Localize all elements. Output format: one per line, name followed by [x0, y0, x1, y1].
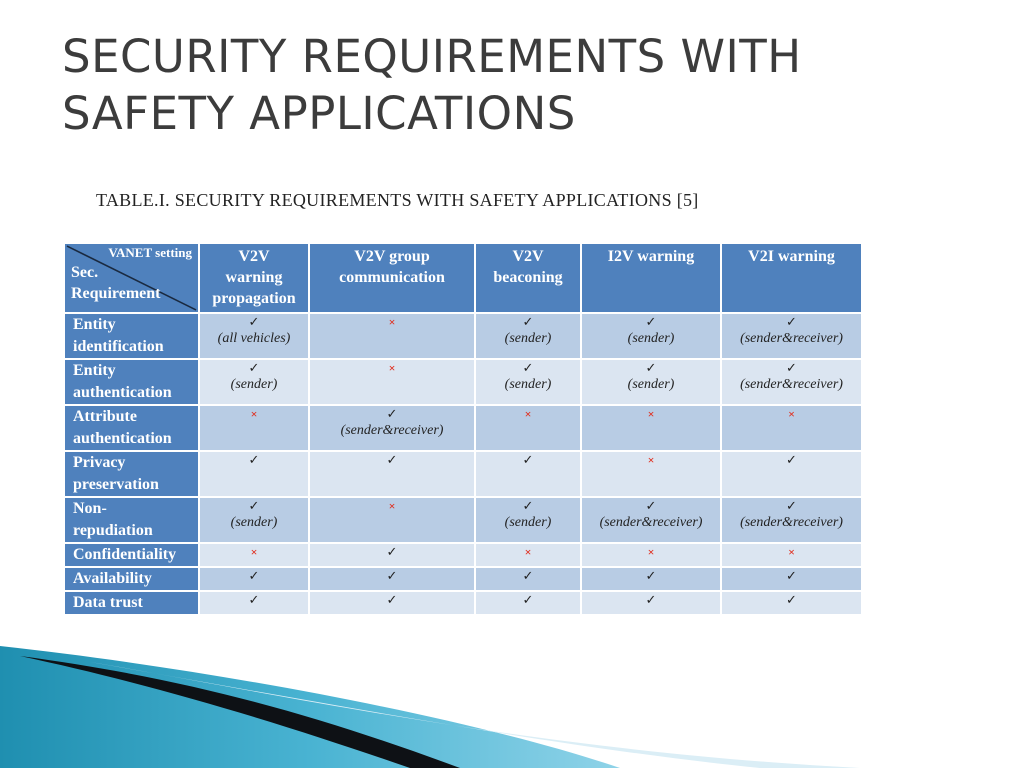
row-label [64, 359, 199, 405]
table-body [64, 313, 862, 615]
decorative-swoosh [0, 640, 1024, 768]
check-mark-icon: ✓ [248, 498, 260, 513]
cell-note: (sender&receiver) [340, 423, 444, 438]
check-mark-icon: ✓ [522, 498, 534, 513]
check-mark-icon: ✓ [386, 452, 398, 467]
check-mark-icon: ✓ [248, 360, 260, 375]
corner-row-axis-label-line-2: Requirement [71, 285, 161, 302]
check-mark-icon: ✓ [645, 498, 657, 513]
table-row [64, 543, 862, 567]
row-label [64, 567, 199, 591]
cell-note: (sender&receiver) [599, 515, 703, 530]
requirement-cell [721, 567, 862, 591]
check-mark-icon: ✓ [248, 568, 260, 583]
cross-mark-icon: × [388, 499, 396, 513]
requirement-cell [309, 359, 475, 405]
slide-title-line-1: SECURITY REQUIREMENTS WITH [62, 30, 802, 83]
table-row [64, 567, 862, 591]
cross-mark-icon: × [388, 361, 396, 375]
requirement-cell [721, 359, 862, 405]
corner-header-cell [64, 243, 199, 313]
check-mark-icon: ✓ [522, 314, 534, 329]
security-requirements-table [63, 242, 863, 616]
row-label-text: Entity [73, 316, 116, 333]
check-mark-icon: ✓ [645, 314, 657, 329]
requirement-cell [581, 359, 721, 405]
row-label-text: repudiation [73, 522, 153, 539]
check-mark-icon: ✓ [386, 568, 398, 583]
check-mark-icon: ✓ [786, 314, 797, 329]
row-label-text: authentication [73, 430, 172, 447]
row-label [64, 497, 199, 543]
requirement-cell [199, 543, 309, 567]
column-header-text: V2V [238, 248, 270, 265]
table-header-row [64, 243, 862, 313]
row-label-text: Privacy [73, 454, 126, 471]
row-label-text: Availability [73, 570, 152, 587]
cell-note: (sender) [627, 331, 675, 346]
check-mark-icon: ✓ [522, 452, 534, 467]
cross-mark-icon: × [788, 545, 795, 559]
column-header-5 [721, 243, 862, 313]
table-row [64, 405, 862, 451]
requirement-cell [721, 405, 862, 451]
column-header-text: V2I warning [748, 248, 835, 265]
table-row [64, 451, 862, 497]
requirement-cell [199, 451, 309, 497]
column-header-text: I2V warning [607, 248, 695, 265]
requirement-cell [721, 591, 862, 615]
slide-title-line-2: SAFETY APPLICATIONS [62, 87, 576, 140]
table-row [64, 359, 862, 405]
requirement-cell [475, 405, 581, 451]
cell-note: (sender) [230, 515, 278, 530]
check-mark-icon: ✓ [786, 592, 797, 607]
cell-note: (sender) [504, 331, 552, 346]
check-mark-icon: ✓ [248, 452, 260, 467]
row-label-text: authentication [73, 384, 172, 401]
row-label-text: Entity [73, 362, 116, 379]
requirement-cell [309, 567, 475, 591]
column-header-2 [309, 243, 475, 313]
row-label-text: Confidentiality [73, 546, 177, 563]
cross-mark-icon: × [647, 545, 655, 559]
table-row [64, 313, 862, 359]
requirement-cell [475, 451, 581, 497]
check-mark-icon: ✓ [645, 360, 657, 375]
requirement-cell [309, 543, 475, 567]
check-mark-icon: ✓ [522, 568, 534, 583]
cell-note: (sender) [627, 377, 675, 392]
column-header-4 [581, 243, 721, 313]
cross-mark-icon: × [524, 545, 532, 559]
corner-column-axis-label: VANET setting [108, 245, 192, 260]
column-header-text: communication [339, 269, 445, 286]
requirement-cell [199, 497, 309, 543]
cross-mark-icon: × [647, 407, 655, 421]
check-mark-icon: ✓ [522, 592, 534, 607]
row-label-text: Data trust [73, 594, 143, 611]
check-mark-icon: ✓ [248, 592, 260, 607]
row-label [64, 451, 199, 497]
requirement-cell [581, 591, 721, 615]
row-label-text: identification [73, 338, 164, 355]
column-header-1 [199, 243, 309, 313]
column-header-text: warning [225, 269, 283, 286]
cell-note: (all vehicles) [217, 331, 291, 346]
check-mark-icon: ✓ [786, 452, 797, 467]
column-header-text: propagation [212, 290, 296, 307]
check-mark-icon: ✓ [386, 592, 398, 607]
requirement-cell [199, 313, 309, 359]
row-label-text: preservation [73, 476, 159, 493]
requirement-cell [581, 313, 721, 359]
cell-note: (sender&receiver) [740, 515, 843, 530]
requirement-cell [309, 591, 475, 615]
requirement-cell [309, 451, 475, 497]
cell-note: (sender) [230, 377, 278, 392]
requirement-cell [581, 543, 721, 567]
requirement-cell [475, 543, 581, 567]
check-mark-icon: ✓ [786, 498, 797, 513]
requirement-cell [199, 405, 309, 451]
column-header-text: V2V [512, 248, 544, 265]
check-mark-icon: ✓ [386, 544, 398, 559]
cell-note: (sender) [504, 377, 552, 392]
row-label [64, 543, 199, 567]
requirement-cell [721, 497, 862, 543]
table-row [64, 591, 862, 615]
row-label-text: Non- [73, 500, 107, 517]
check-mark-icon: ✓ [786, 568, 797, 583]
cell-note: (sender) [504, 515, 552, 530]
requirement-cell [199, 359, 309, 405]
cross-mark-icon: × [388, 315, 396, 329]
requirement-cell [309, 405, 475, 451]
requirement-cell [721, 451, 862, 497]
check-mark-icon: ✓ [645, 592, 657, 607]
requirement-cell [721, 543, 862, 567]
cell-note: (sender&receiver) [740, 377, 843, 392]
requirement-cell [475, 313, 581, 359]
check-mark-icon: ✓ [645, 568, 657, 583]
cross-mark-icon: × [250, 545, 258, 559]
requirement-cell [199, 591, 309, 615]
table-row [64, 497, 862, 543]
requirement-cell [309, 497, 475, 543]
requirement-cell [475, 591, 581, 615]
check-mark-icon: ✓ [522, 360, 534, 375]
requirement-cell [581, 405, 721, 451]
requirement-cell [475, 359, 581, 405]
column-header-3 [475, 243, 581, 313]
requirement-cell [309, 313, 475, 359]
cross-mark-icon: × [250, 407, 258, 421]
cell-note: (sender&receiver) [740, 331, 843, 346]
requirement-cell [581, 497, 721, 543]
column-header-text: beaconing [493, 269, 563, 286]
column-header-text: V2V group [354, 248, 430, 265]
corner-row-axis-label-line-1: Sec. [71, 264, 99, 281]
row-label [64, 591, 199, 615]
table-caption: TABLE.I. SECURITY REQUIREMENTS WITH SAFETY APPLICATIONS [5] [96, 190, 699, 210]
row-label [64, 405, 199, 451]
cross-mark-icon: × [647, 453, 655, 467]
requirement-cell [581, 451, 721, 497]
slide-title [62, 28, 802, 142]
cross-mark-icon: × [788, 407, 795, 421]
requirement-cell [199, 567, 309, 591]
check-mark-icon: ✓ [248, 314, 260, 329]
cross-mark-icon: × [524, 407, 532, 421]
check-mark-icon: ✓ [786, 360, 797, 375]
row-label [64, 313, 199, 359]
row-label-text: Attribute [73, 408, 137, 425]
check-mark-icon: ✓ [386, 406, 398, 421]
requirement-cell [721, 313, 862, 359]
requirement-cell [475, 497, 581, 543]
corner-row-axis-label [71, 262, 160, 304]
requirement-cell [581, 567, 721, 591]
requirement-cell [475, 567, 581, 591]
